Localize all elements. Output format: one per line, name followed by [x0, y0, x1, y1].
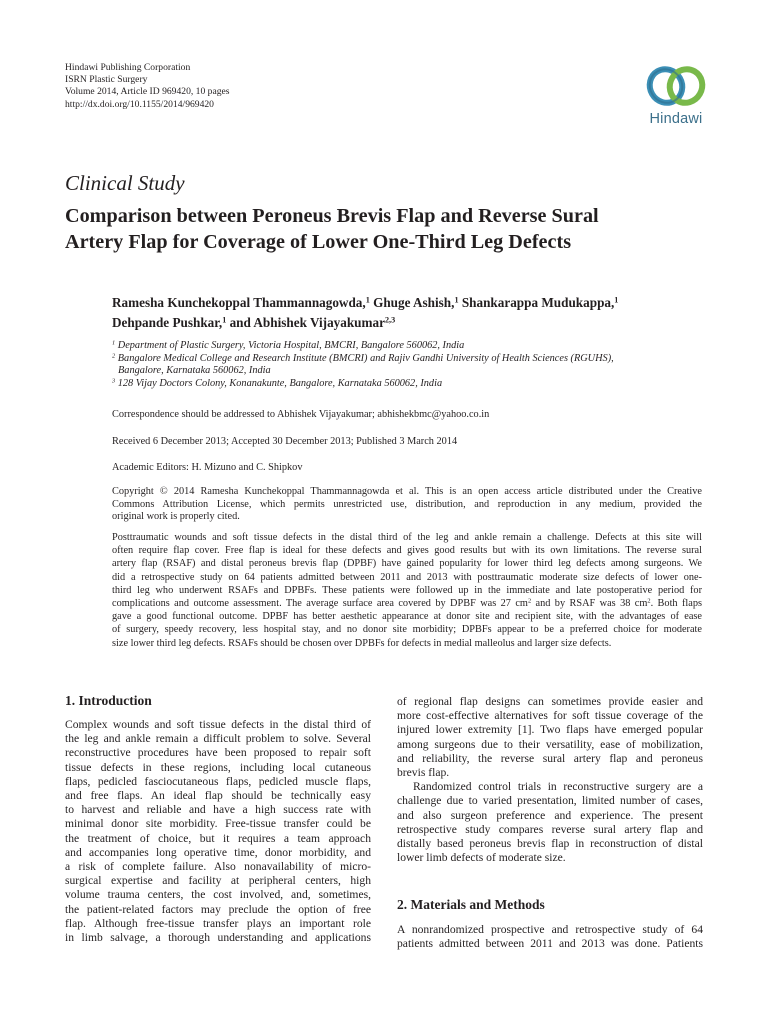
text-line: Copyright © 2014 Ramesha Kunchekoppal Thammannagowda et al. This is an open access article distributed under the Creative [112, 486, 702, 497]
article-type: Clinical Study [65, 171, 185, 195]
text-line: the patient-related factors may preclude the option of free [65, 902, 371, 916]
author-affil-mark: 1 [614, 295, 619, 305]
author-affil-mark: 1 [222, 315, 227, 325]
title-line: Artery Flap for Coverage of Lower One-Third Leg Defects [65, 230, 572, 253]
copyright-notice [112, 486, 702, 524]
author-name: Ramesha Kunchekoppal Thammannagowda, [112, 295, 366, 310]
affiliation: $^2$ Bangalore Medical College and Research Institute (BMCRI) and Rajiv Gandhi University of Health Sciences (RGUHS), [112, 352, 614, 364]
journal-name: ISRN Plastic Surgery [65, 74, 148, 86]
text-line: the leg and ankle remain a difficult problem to solve. Several [65, 732, 371, 746]
author-affil-mark: 2,3 [384, 315, 396, 325]
text-line: did a retrospective study on 64 patients admitted between 2011 and 2013 with posttraumatic moderate size defects of lower one- [112, 571, 702, 583]
publisher-name: Hindawi Publishing Corporation [65, 62, 191, 73]
correspondence: Correspondence should be addressed to Abhishek Vijayakumar; abhishekbmc@yahoo.co.in [112, 409, 490, 420]
affiliation: $^3$ 128 Vijay Doctors Colony, Konanakunte, Bangalore, Karnataka 560062, India [112, 377, 443, 389]
author-line [112, 293, 732, 313]
text-line: tissue defects in these regions, including local cutaneous [65, 760, 371, 774]
title-line: Comparison between Peroneus Brevis Flap and Reverse Sural [65, 205, 599, 227]
text-line: Posttraumatic wounds and soft tissue defects in the distal third of the leg and ankle remain a challenge. Defects at this site will [112, 532, 702, 543]
left-column [65, 718, 371, 945]
author-line [112, 313, 732, 333]
text-line: among surgeons due to their versatility, ease of mobilization, [397, 737, 703, 751]
hindawi-logo [636, 62, 716, 134]
text-line: artery flap (RSAF) and distal peroneus brevis flap (DPBF) have gained popularity for lower third leg defects among surgeons. We [112, 558, 702, 570]
text-line: often require flap cover. Free flap is ideal for these defects and gives good results but with its own limitations. The reverse sural [112, 545, 702, 557]
text-line: Commons Attribution License, which permits unrestricted use, distribution, and reproduction in any medium, provided the [112, 498, 702, 510]
text-line: reconstructive procedures have been proposed to repair soft [65, 746, 371, 760]
article-dates: Received 6 December 2013; Accepted 30 December 2013; Published 3 March 2014 [112, 436, 458, 447]
author-name: Shankarappa Mudukappa, [458, 295, 615, 310]
author-name: and Abhishek Vijayakumar [226, 315, 385, 330]
text-line: Complex wounds and soft tissue defects in the distal third of [65, 718, 371, 731]
text-line: minimal donor site morbidity. Free-tissue transfer could be [65, 817, 371, 831]
hindawi-rings-icon [636, 62, 716, 110]
author-affil-mark: 1 [454, 295, 459, 305]
affiliations [112, 340, 732, 390]
text-line: flaps, pedicled fasciocutaneous flaps, pedicled muscle flaps, [65, 774, 371, 788]
text-line: flap. Although free-tissue transfer plays an important role [65, 916, 371, 930]
section-heading-introduction: 1. Introduction [65, 693, 152, 708]
text-line: original work is properly cited. [112, 511, 240, 523]
text-line: gave a good functional outcome. DPBF has better aesthetic appearance at donor site and recipient site, with the advantages of ease [112, 611, 702, 623]
text-line: A nonrandomized prospective and retrospective study of 64 [397, 923, 703, 936]
hindawi-logo-text: Hindawi [649, 111, 703, 127]
text-line: size lower third leg defects. RSAFs should be chosen over DPBFs for defects in medial malleolus and larger size defects. [112, 637, 612, 649]
text-line: surgical expertise and facility at peripheral centers, high [65, 874, 371, 888]
text-line: brevis flap. [397, 766, 450, 780]
affiliation: $^1$ Department of Plastic Surgery, Victoria Hospital, BMCRI, Bangalore 560062, India [112, 339, 465, 351]
text-line: third leg who underwent RSAFs and DPBFs. These patients were followed up in the immediate and late postoperative period for [112, 584, 702, 596]
text-line: patients admitted between 2011 and 2013 was done. Patients [397, 937, 703, 951]
text-line: injured lower extremity [1]. Two flaps have emerged popular [397, 723, 703, 737]
text-line: of surgery, speedy recovery, less hospital stay, and no donor site morbidity; DPBFs appear to be a preferred choice for moderate [112, 624, 702, 636]
text-line: and also surgeon preference and experience. The present [397, 808, 703, 822]
author-name: Dehpande Pushkar, [112, 315, 223, 330]
doi-link[interactable]: http://dx.doi.org/10.1155/2014/969420 [65, 98, 214, 110]
author-list [112, 293, 732, 333]
text-line: challenge due to varied presentation, limited number of cases, [397, 794, 703, 808]
text-line: complications and outcome assessment. The average surface area covered by DPBF was 27 $cm^2$ and by RSAF was 38 $cm^2$. Both flaps [112, 597, 703, 610]
text-line: and free flaps. An ideal flap should be technically easy [65, 789, 371, 803]
text-line: in limb salvage, a thorough understanding and applications [65, 931, 371, 945]
text-line: and reliability, the reverse sural artery flap and peroneus [397, 751, 703, 765]
text-line: a risk of complete failure. Also nonavailability of micro- [65, 860, 371, 874]
text-line: volume trauma centers, the cost involved, and, sometimes, [65, 888, 371, 902]
affiliation-continued: Bangalore, Karnataka 560062, India [118, 365, 271, 377]
article-title [65, 204, 715, 255]
author-affil-mark: 1 [365, 295, 370, 305]
right-column [397, 695, 703, 865]
text-line: the treatment of choice, but it requires a team approach [65, 831, 371, 845]
section-heading-methods: 2. Materials and Methods [397, 897, 545, 912]
text-line: and accompanies long operative time, donor morbidity, and [65, 845, 371, 859]
author-name: Ghuge Ashish, [369, 295, 455, 310]
text-line: retrospective study compares reverse sural artery flap and [397, 822, 703, 836]
text-line: lower limb defects of moderate size. [397, 851, 566, 865]
text-line: distally based peroneus brevis flap in reconstruction of distal [397, 837, 703, 851]
academic-editors: Academic Editors: H. Mizuno and C. Shipkov [112, 462, 303, 473]
volume-info: Volume 2014, Article ID 969420, 10 pages [65, 86, 230, 98]
text-line: of regional flap designs can sometimes provide easier and [397, 695, 703, 708]
text-line: to harvest and reliable and have a high success rate with [65, 803, 371, 817]
text-line: more cost-effective alternatives for soft tissue coverage of the [397, 709, 703, 723]
abstract [112, 531, 702, 650]
methods-text [397, 923, 703, 951]
text-line: Randomized control trials in reconstructive surgery are a [413, 780, 703, 794]
journal-info [65, 62, 365, 111]
